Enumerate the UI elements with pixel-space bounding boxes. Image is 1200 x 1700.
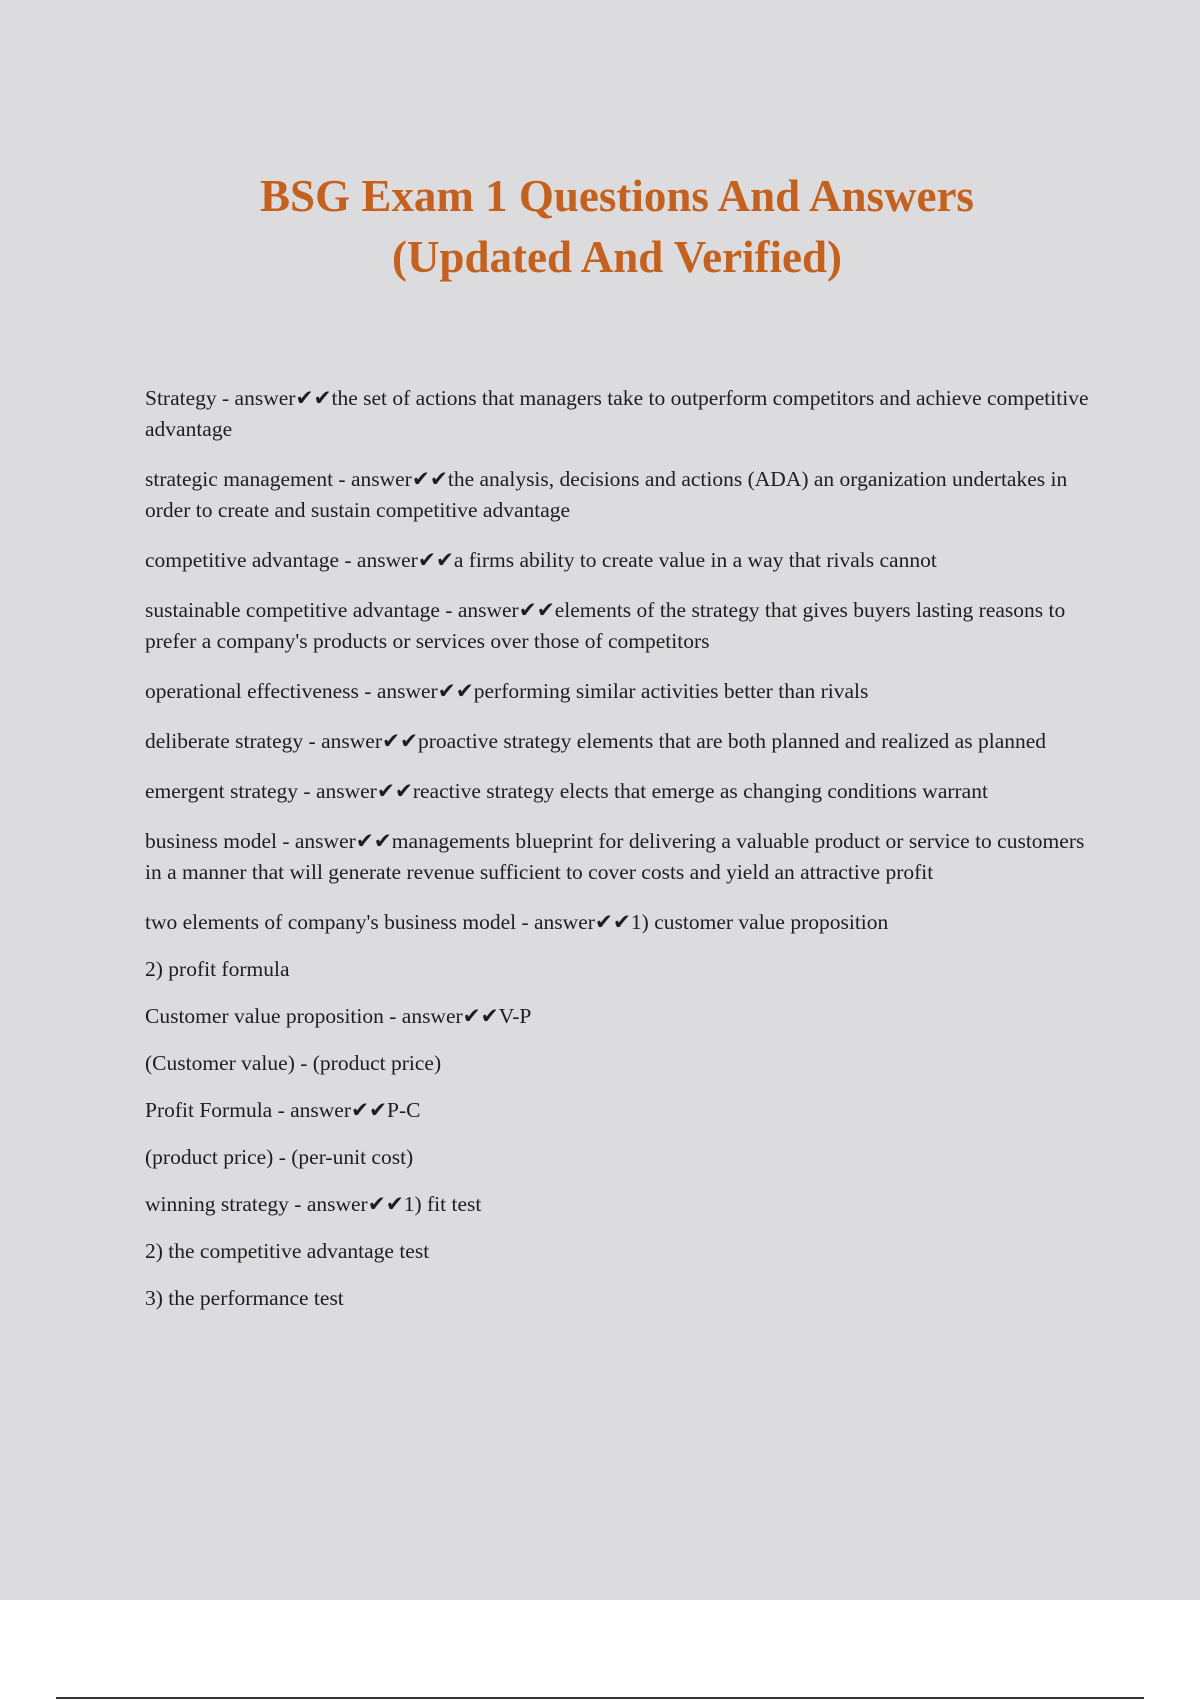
- qa-entry: emergent strategy - answer✔✔reactive strategy elects that emerge as changing conditions warrant: [145, 779, 988, 803]
- title-line-1: BSG Exam 1 Questions And Answers: [260, 171, 974, 221]
- qa-entry: operational effectiveness - answer✔✔performing similar activities better than rivals: [145, 679, 869, 703]
- qa-entry: 2) profit formula: [145, 957, 290, 981]
- qa-entry: competitive advantage - answer✔✔a firms ability to create value in a way that rivals cannot: [145, 548, 937, 572]
- qa-entry: Customer value proposition - answer✔✔V-P: [145, 1004, 532, 1028]
- qa-entry: deliberate strategy - answer✔✔proactive strategy elements that are both planned and realized as planned: [145, 729, 1047, 753]
- qa-entry: strategic management - answer✔✔the analysis, decisions and actions (ADA) an organization undertakes in order to create and sustain competitive advantage: [145, 467, 1068, 522]
- qa-entry: (Customer value) - (product price): [145, 1051, 442, 1075]
- qa-entry: Strategy - answer✔✔the set of actions that managers take to outperform competitors and achieve competitive advantage: [145, 386, 1089, 441]
- qa-entry: (product price) - (per-unit cost): [145, 1145, 414, 1169]
- qa-entry: winning strategy - answer✔✔1) fit test: [145, 1192, 482, 1216]
- qa-entry: two elements of company's business model - answer✔✔1) customer value proposition: [145, 910, 889, 934]
- qa-entry: sustainable competitive advantage - answer✔✔elements of the strategy that gives buyers lasting reasons to prefer a company's products or services over those of competitors: [145, 598, 1066, 653]
- qa-entry: 3) the performance test: [145, 1286, 344, 1310]
- qa-list: [145, 383, 1095, 1330]
- qa-entry: 2) the competitive advantage test: [145, 1239, 430, 1263]
- qa-entry: Profit Formula - answer✔✔P-C: [145, 1098, 421, 1122]
- page-divider: [56, 1697, 1144, 1699]
- page-title: [100, 166, 1134, 288]
- title-line-2: (Updated And Verified): [391, 232, 843, 282]
- qa-entry: business model - answer✔✔managements blueprint for delivering a valuable product or service to customers in a manner that will generate revenue sufficient to cover costs and yield an attractive profit: [145, 829, 1085, 884]
